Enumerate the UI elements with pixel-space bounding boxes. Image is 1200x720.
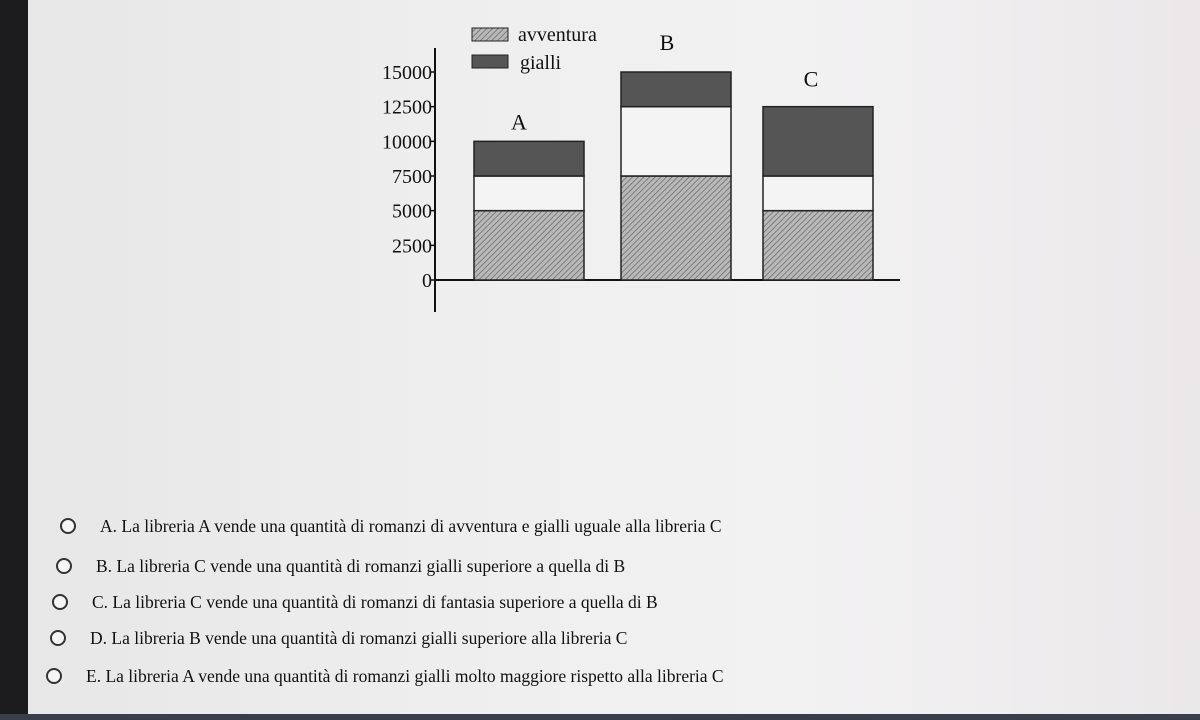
option-text-e: E. La libreria A vende una quantità di romanzi gialli molto maggiore rispetto alla libreria C	[86, 665, 724, 686]
answer-option-b[interactable]	[56, 554, 625, 578]
category-label-b: B	[659, 30, 675, 55]
category-label-c: C	[803, 66, 819, 92]
answer-option-e[interactable]	[46, 664, 724, 688]
legend-label-gialli: gialli	[520, 52, 562, 74]
y-tick-label: 7500	[392, 166, 432, 188]
bar-segment-b-avventura	[621, 176, 731, 280]
bar-segment-c-other	[763, 176, 873, 211]
stacked-bar-chart	[0, 0, 1200, 330]
category-label-a: A	[511, 109, 527, 135]
answer-option-a[interactable]	[60, 514, 722, 538]
y-tick-label: 15000	[382, 62, 432, 84]
legend-swatch-gialli	[472, 55, 508, 68]
bar-segment-a-other	[474, 176, 584, 211]
legend-label-avventura: avventura	[518, 24, 597, 46]
y-tick-label: 2500	[392, 235, 432, 258]
radio-button-d[interactable]	[50, 630, 66, 646]
bar-segment-b-other	[621, 107, 731, 176]
taskbar-strip	[0, 714, 1200, 720]
bar-segment-a-gialli	[474, 141, 584, 176]
radio-button-c[interactable]	[52, 594, 68, 610]
radio-button-b[interactable]	[56, 558, 72, 574]
option-text-b: B. La libreria C vende una quantità di romanzi gialli superiore a quella di B	[96, 555, 626, 576]
option-text-d: D. La libreria B vende una quantità di romanzi gialli superiore alla libreria C	[90, 627, 628, 648]
y-tick-label: 10000	[382, 131, 432, 154]
bar-segment-c-avventura	[763, 211, 873, 280]
answer-option-d[interactable]	[50, 626, 627, 650]
y-tick-label: 5000	[392, 200, 432, 223]
answer-option-c[interactable]	[52, 590, 658, 614]
radio-button-e[interactable]	[46, 668, 62, 684]
bar-segment-b-gialli	[621, 72, 731, 107]
bar-segment-a-avventura	[474, 211, 584, 280]
y-tick-label: 0	[422, 270, 432, 292]
legend-swatch-avventura	[472, 28, 508, 41]
y-tick-label: 12500	[382, 96, 432, 119]
bar-segment-c-gialli	[763, 107, 873, 176]
radio-button-a[interactable]	[60, 518, 76, 534]
option-text-a: A. La libreria A vende una quantità di romanzi di avventura e gialli uguale alla libreria C	[100, 515, 722, 536]
option-text-c: C. La libreria C vende una quantità di romanzi di fantasia superiore a quella di B	[92, 591, 658, 612]
